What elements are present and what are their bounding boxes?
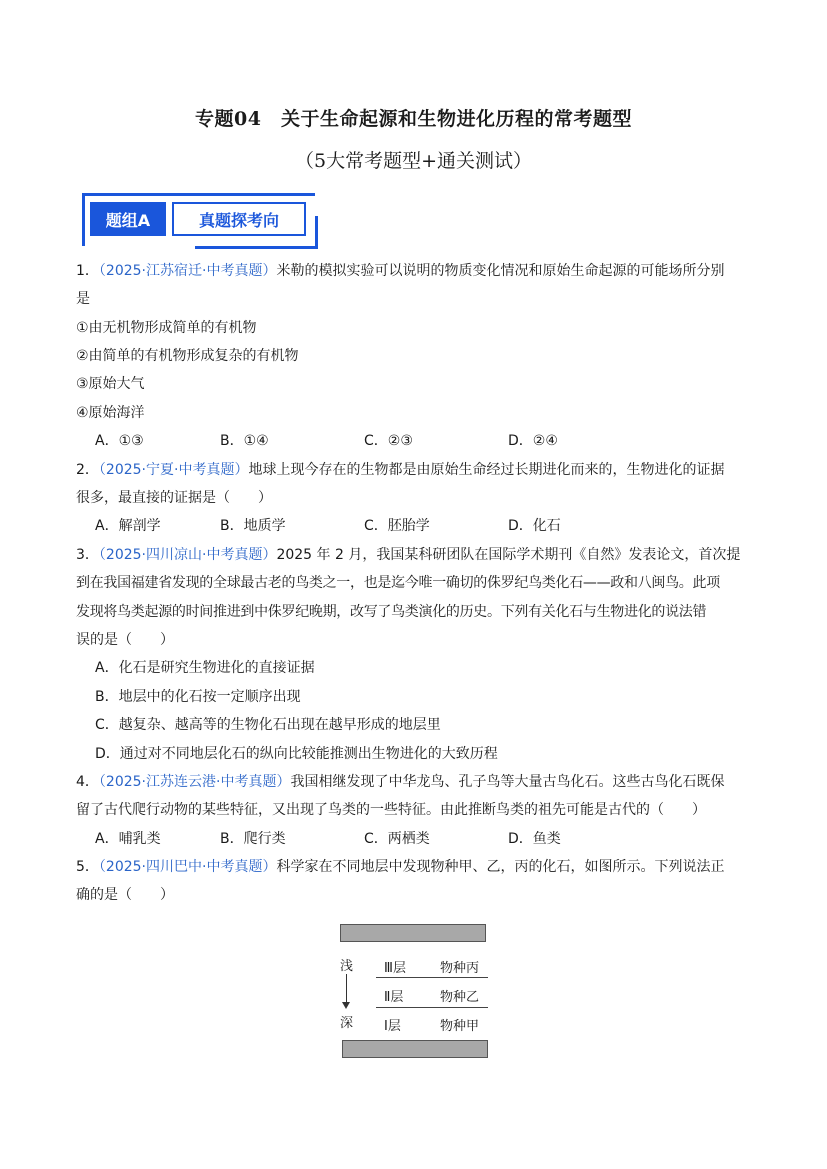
layer-1-species: 物种甲 — [440, 1019, 480, 1034]
strata-top-bar — [340, 924, 486, 942]
q5-text1: 科学家在不同地层中发现物种甲、乙，丙的化石，如图所示。下列说法正 — [276, 859, 725, 875]
q4-text1: 我国相继发现了中华龙鸟、孔子鸟等大量古鸟化石。这些古鸟化石既保 — [290, 774, 725, 790]
q1-item-1: ①由无机物形成简单的有机物 — [76, 320, 257, 336]
shallow-label: 浅 — [340, 959, 354, 974]
layer-3-label: Ⅲ层 — [384, 961, 406, 976]
q1-line1 — [76, 261, 724, 281]
layer-divider — [376, 977, 488, 978]
section-banner — [82, 193, 318, 249]
q5-source: （2025·四川巴中·中考真题） — [98, 859, 277, 875]
q1-option-c[interactable]: C．②③ — [364, 433, 413, 449]
q3-line3: 发现将鸟类起源的时间推进到中侏罗纪晚期，改写了鸟类演化的历史。下列有关化石与生物进化的说法错 — [76, 604, 707, 620]
q3-option-d[interactable]: D．通过对不同地层化石的纵向比较能推测出生物进化的大致历程 — [95, 746, 498, 762]
q1-line2: 是 — [76, 291, 90, 307]
strata-bottom-bar — [342, 1040, 488, 1058]
q1-item-2: ②由简单的有机物形成复杂的有机物 — [76, 348, 299, 364]
q2-option-b[interactable]: B．地质学 — [220, 518, 286, 534]
q3-number: 3． — [76, 547, 99, 563]
layer-divider — [376, 1007, 488, 1008]
q5-line2: 确的是（ ） — [76, 887, 174, 903]
depth-arrow-head — [342, 1002, 350, 1009]
q5-number: 5． — [76, 859, 99, 875]
q2-option-c[interactable]: C．胚胎学 — [364, 518, 430, 534]
q3-line2: 到在我国福建省发现的全球最古老的鸟类之一，也是迄今唯一确切的侏罗纪鸟类化石——政和八闽鸟。此项 — [76, 575, 720, 591]
strata-figure — [336, 922, 492, 1062]
q1-option-d[interactable]: D．②④ — [508, 433, 558, 449]
q1-source: （2025·江苏宿迁·中考真题） — [98, 263, 277, 279]
q3-line1 — [76, 545, 740, 565]
depth-arrow — [346, 974, 347, 1004]
q2-line1 — [76, 460, 724, 480]
q1-number: 1． — [76, 263, 99, 279]
q3-option-c[interactable]: C．越复杂、越高等的生物化石出现在越早形成的地层里 — [95, 717, 441, 733]
q3-text1: 2025 年 2 月，我国某科研团队在国际学术期刊《自然》发表论文，首次提 — [276, 547, 741, 563]
q2-text1: 地球上现今存在的生物都是由原始生命经过长期进化而来的，生物进化的证据 — [248, 462, 725, 478]
q5-line1 — [76, 857, 724, 877]
q4-option-d[interactable]: D．鱼类 — [508, 831, 561, 847]
banner-group-tag: 题组A — [90, 202, 166, 236]
q4-option-b[interactable]: B．爬行类 — [220, 831, 286, 847]
q4-line2: 留了古代爬行动物的某些特征，又出现了鸟类的一些特征。由此推断鸟类的祖先可能是古代的（ ） — [76, 802, 706, 818]
q4-source: （2025·江苏连云港·中考真题） — [98, 774, 291, 790]
q3-option-a[interactable]: A．化石是研究生物进化的直接证据 — [95, 660, 315, 676]
q4-option-a[interactable]: A．哺乳类 — [95, 831, 161, 847]
q1-item-3: ③原始大气 — [76, 376, 145, 392]
layer-2-label: Ⅱ层 — [384, 990, 404, 1005]
q3-line4: 误的是（ ） — [76, 632, 174, 648]
q1-text1: 米勒的模拟实验可以说明的物质变化情况和原始生命起源的可能场所分别 — [276, 263, 725, 279]
q2-option-a[interactable]: A．解剖学 — [95, 518, 161, 534]
deep-label: 深 — [340, 1016, 354, 1031]
layer-1-label: Ⅰ层 — [384, 1019, 401, 1034]
q2-source: （2025·宁夏·中考真题） — [98, 462, 249, 478]
layer-2-species: 物种乙 — [440, 990, 480, 1005]
page-title: 专题04 关于生命起源和生物进化历程的常考题型 — [195, 108, 632, 130]
q1-option-a[interactable]: A．①③ — [95, 433, 144, 449]
q1-option-b[interactable]: B．①④ — [220, 433, 269, 449]
q2-option-d[interactable]: D．化石 — [508, 518, 561, 534]
q2-number: 2． — [76, 462, 99, 478]
q3-option-b[interactable]: B．地层中的化石按一定顺序出现 — [95, 689, 301, 705]
q4-option-c[interactable]: C．两栖类 — [364, 831, 430, 847]
banner-label-tag: 真题探考向 — [172, 202, 306, 236]
layer-3-species: 物种丙 — [440, 961, 480, 976]
q4-line1 — [76, 772, 724, 792]
q4-number: 4． — [76, 774, 99, 790]
page-subtitle: （5大常考题型+通关测试） — [294, 150, 532, 172]
q1-item-4: ④原始海洋 — [76, 405, 145, 421]
q2-line2: 很多，最直接的证据是（ ） — [76, 490, 272, 506]
q3-source: （2025·四川凉山·中考真题） — [98, 547, 277, 563]
